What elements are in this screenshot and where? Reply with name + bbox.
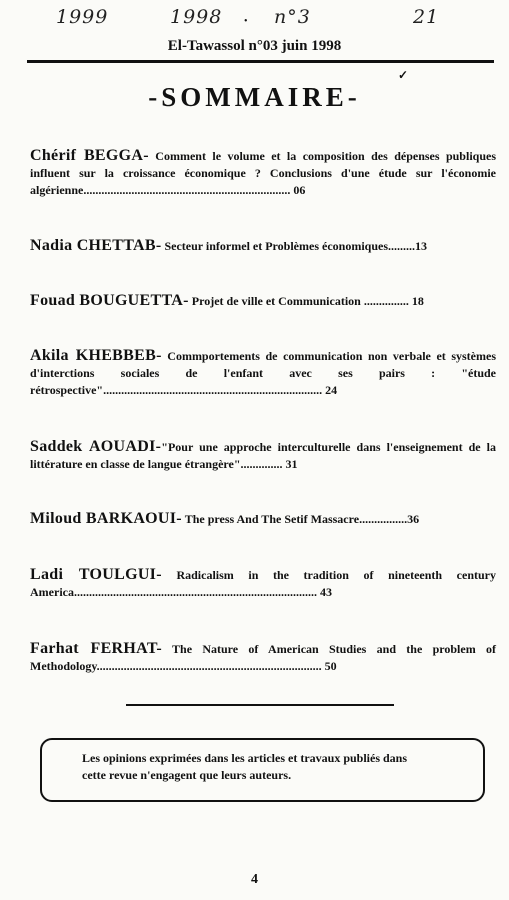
page-title: -SOMMAIRE- xyxy=(148,82,361,112)
handwritten-note-21: 21 xyxy=(413,6,440,28)
toc-article-title: The Nature of American Studies and the problem of Methodology........................................................................... xyxy=(30,642,496,673)
check-mark-icon: ✓ xyxy=(398,68,409,82)
toc-article-title: Secteur informel et Problèmes économiques......... xyxy=(161,239,415,253)
handwritten-note-issue: n°3 xyxy=(274,6,311,28)
toc-author: Saddek AOUADI- xyxy=(30,438,162,455)
toc-author: Fouad BOUGUETTA- xyxy=(30,292,189,309)
toc-author: Akila KHEBBEB- xyxy=(30,347,162,364)
disclaimer-line-1: Les opinions exprimées dans les articles et travaux publiés dans xyxy=(82,751,408,765)
handwritten-dot: • xyxy=(244,16,248,27)
toc-author: Miloud BARKAOUI- xyxy=(30,510,182,527)
toc-entry xyxy=(30,347,496,399)
toc-author: Farhat FERHAT- xyxy=(30,640,162,657)
section-divider xyxy=(126,704,394,706)
toc-entry xyxy=(30,438,496,473)
handwritten-note-1998: 1998 xyxy=(170,6,223,28)
toc-entry xyxy=(30,237,496,255)
toc-article-title: "Pour une approche interculturelle dans l'enseignement de la littérature en classe de langue étrangère".............. xyxy=(30,440,497,471)
toc-article-title: Projet de ville et Communication ............... xyxy=(188,294,409,308)
journal-header: El-Tawassol n°03 juin 1998 xyxy=(167,38,342,54)
toc-article-title: Commportements de communication non verbale et systèmes d'interctions sociales de l'enfant avec ses pairs : "étude rétrospective"......................................................................... xyxy=(30,349,496,397)
toc-page-number: 24 xyxy=(322,383,338,397)
toc-entry xyxy=(30,640,496,675)
toc-page-number: 50 xyxy=(321,659,337,673)
toc-article-title: The press And The Setif Massacre................ xyxy=(181,512,408,526)
handwritten-note-1999: 1999 xyxy=(56,6,109,28)
toc-page-number: 13 xyxy=(415,239,427,253)
disclaimer-box xyxy=(40,738,485,802)
toc-author: Nadia CHETTAB- xyxy=(30,237,162,254)
disclaimer-line-2: cette revue n'engagent que leurs auteurs. xyxy=(82,768,292,782)
toc-entry xyxy=(30,510,496,528)
toc-page-number: 31 xyxy=(282,457,298,471)
toc-page-number: 18 xyxy=(408,294,424,308)
toc-author: Ladi TOULGUI- xyxy=(30,566,162,583)
toc-page-number: 06 xyxy=(290,183,306,197)
toc-article-title: Radicalism in the tradition of nineteenth century America................................................................................. xyxy=(30,568,496,599)
toc-entry xyxy=(30,292,496,310)
toc-article-title: Comment le volume et la composition des dépenses publiques influent sur la croissance économique ? Conclusions d'une étude sur l'économie algérienne..................................................................... xyxy=(30,149,496,197)
page-number: 4 xyxy=(251,872,258,887)
toc-author: Chérif BEGGA- xyxy=(30,147,149,164)
toc-entry xyxy=(30,566,496,601)
header-rule xyxy=(27,60,494,63)
toc-page-number: 36 xyxy=(407,512,420,526)
toc-entry xyxy=(30,147,496,199)
toc-page-number: 43 xyxy=(316,585,332,599)
